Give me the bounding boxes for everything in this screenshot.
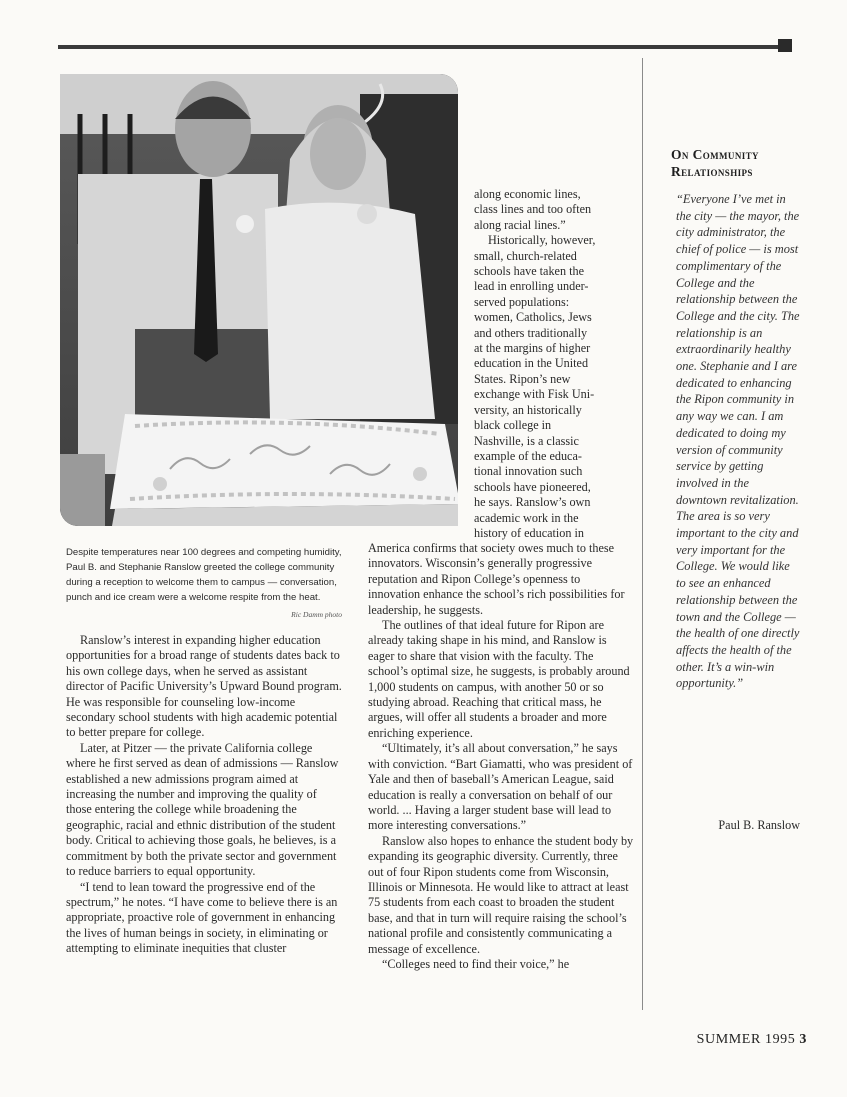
photo-caption <box>66 545 342 622</box>
wrap-line: Nashville, is a classic <box>474 433 579 448</box>
wrap-line: class lines and too often <box>474 202 592 217</box>
page-number: 3 <box>799 1032 807 1047</box>
wrap-line: small, church-related <box>474 248 577 263</box>
wrap-line: he says. Ranslow’s own <box>474 495 591 510</box>
couple-photo <box>60 74 458 526</box>
photo-illustration <box>60 74 458 526</box>
wrap-line: versity, an historically <box>474 402 582 417</box>
wrap-line: exchange with Fisk Uni- <box>474 387 595 402</box>
article-paragraph: America confirms that society owes much to these innovators. Wisconsin’s generally progressive reputation and Ripon College’s openness to innovation enhance the school’s rich possibilities for leadership, he suggests. <box>368 541 625 617</box>
article-paragraph: “I tend to lean toward the progressive end of the spectrum,” he notes. “I have come to believe there is an appropriate, proactive role of government in enhancing the lives of human beings in society, in eliminating or attempting to eliminate inequities that cluster <box>66 879 338 956</box>
caption-text: Despite temperatures near 100 degrees and competing humidity, Paul B. and Stephanie Ranslow greeted the college community during a reception to welcome them to campus — conversation, punch and ice cream were a welcome respite from the heat. <box>66 547 342 603</box>
sidebar-heading-line2: Relationships <box>671 164 753 179</box>
wrap-line: schools have pioneered, <box>474 479 591 494</box>
wrap-column <box>474 187 636 541</box>
sidebar-quote: “Everyone I’ve met in the city — the mayor, the city administrator, the chief of police — is most complimentary of the College and the relationship between the College and the city. The relationship is an extraordinarily healthy one. Stephanie and I are dedicated to enhancing the Ripon community in any way we can. I am dedicated to doing my version of community service by getting involved in the downtown revitalization. The area is so very important to the city and very important for the College. We would like to see an enhanced relationship between the town and the College — the health of one directly affects the health of the other. It’s a win-win opportunity.” <box>676 192 800 691</box>
wrap-line: along racial lines.” <box>474 217 566 232</box>
issue-label: SUMMER 1995 <box>696 1032 796 1047</box>
wrap-line: States. Ripon’s new <box>474 371 571 386</box>
wrap-line: academic work in the <box>474 510 579 525</box>
wrap-line: along economic lines, <box>474 187 581 201</box>
article-paragraph: The outlines of that ideal future for Ripon are already taking shape in his mind, and Ranslow is eager to share that vision with the faculty. The school’s optimal size, he suggests, is probably around 1,000 students on campus, with another 50 or so studying abroad. Reaching that critical mass, he argues, will offer all students a broader and more enriching experience. <box>368 618 630 740</box>
sidebar-heading <box>671 146 801 180</box>
wrap-line: lead in enrolling under- <box>474 279 589 294</box>
left-column <box>66 633 342 957</box>
wrap-line: history of education in <box>474 525 585 540</box>
article-paragraph: “Ultimately, it’s all about conversation,” he says with conviction. “Bart Giamatti, who was president of Yale and then of baseball’s American League, said education is really a conversation on behalf of our world. ... Having a larger student base will lead to more interesting conversations.” <box>368 741 633 833</box>
top-rule <box>58 45 784 49</box>
photo-credit: Ric Damm photo <box>291 610 342 619</box>
sidebar-attribution: Paul B. Ranslow <box>718 818 800 832</box>
wrap-line: served populations: <box>474 294 570 309</box>
article-paragraph: Ranslow’s interest in expanding higher education opportunities for a broad range of students dates back to his own college days, when he served as assistant director of Pacific University’s Upward Bound program. He was responsible for counseling low-income secondary school students with high academic potential to better prepare for college. <box>66 633 342 740</box>
top-rule-endcap <box>778 39 792 52</box>
article-paragraph: Later, at Pitzer — the private California college where he first served as dean of admissions — Ranslow established a new admissions program aimed at increasing the number and improving the quality of those entering the college while broadening the geographic, racial and ethnic distribution of the student body. Critical to achieving those goals, he believes, is a commitment by both the private sector and government to reduce barriers to equal opportunity. <box>66 740 339 879</box>
wrap-line: education in the United <box>474 356 589 371</box>
wrap-line: women, Catholics, Jews <box>474 310 592 325</box>
wrap-line: at the margins of higher <box>474 341 591 356</box>
wrap-line: tional innovation such <box>474 464 583 479</box>
article-paragraph: “Colleges need to find their voice,” he <box>382 956 570 971</box>
wrap-line: example of the educa- <box>474 448 582 463</box>
article-paragraph: Ranslow also hopes to enhance the student body by expanding its geographic diversity. Currently, three out of four Ripon students come from Wisconsin, Illinois or Minnesota. He would like to attract at least 75 students from each coast to broaden the student base, and that in turn will require raising the school’s national profile and consistently communicating a message of excellence. <box>368 833 634 956</box>
wrap-line: schools have taken the <box>474 264 584 279</box>
page-footer <box>697 1032 807 1048</box>
wrap-line: and others traditionally <box>474 325 588 340</box>
sidebar-heading-line1: On Community <box>671 147 759 162</box>
wrap-line: black college in <box>474 418 552 433</box>
wrap-line: Historically, however, <box>488 233 596 248</box>
middle-column <box>368 541 634 972</box>
sidebar-divider <box>642 58 643 1010</box>
